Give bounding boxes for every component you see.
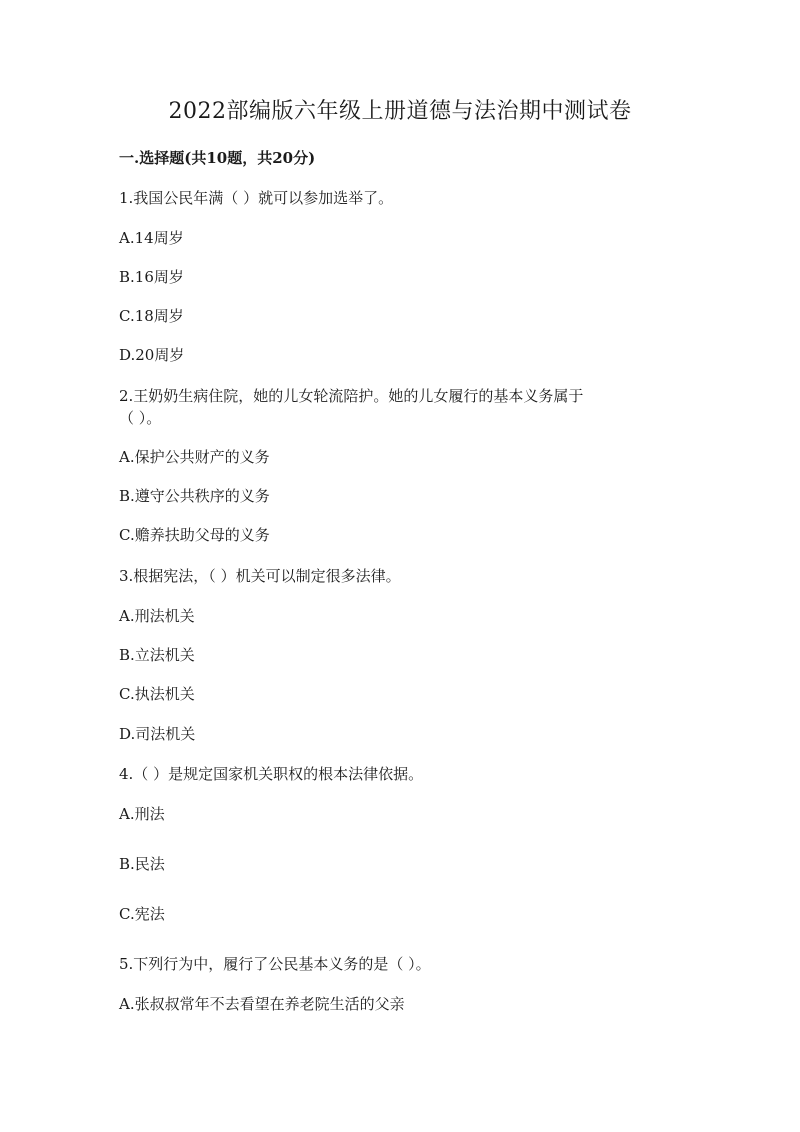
question-1-option-b: B.16周岁 — [119, 268, 184, 286]
question-1-stem: 1.我国公民年满（ ）就可以参加选举了。 — [119, 189, 394, 207]
question-3-option-d: D.司法机关 — [119, 725, 196, 743]
question-1-option-c: C.18周岁 — [119, 307, 184, 325]
section-heading: 一.选择题(共10题，共20分) — [119, 149, 316, 167]
question-1-option-a: A.14周岁 — [119, 229, 184, 247]
question-2-option-a: A.保护公共财产的义务 — [119, 448, 270, 466]
question-2-option-b: B.遵守公共秩序的义务 — [119, 487, 270, 505]
question-3-option-a: A.刑法机关 — [119, 607, 195, 625]
question-1-option-d: D.20周岁 — [119, 346, 185, 364]
page-title: 2022部编版六年级上册道德与法治期中测试卷 — [168, 99, 632, 124]
question-2-stem: 2.王奶奶生病住院，她的儿女轮流陪护。她的儿女履行的基本义务属于 — [119, 387, 584, 405]
question-2-option-c: C.赡养扶助父母的义务 — [119, 526, 270, 544]
question-3-option-c: C.执法机关 — [119, 685, 195, 703]
question-4-stem: 4.（ ）是规定国家机关职权的根本法律依据。 — [119, 765, 424, 783]
question-4-option-b: B.民法 — [119, 855, 165, 873]
question-4-option-a: A.刑法 — [119, 805, 165, 823]
question-5-stem: 5.下列行为中，履行了公民基本义务的是（ ）。 — [119, 955, 431, 973]
question-5-option-a: A.张叔叔常年不去看望在养老院生活的父亲 — [119, 995, 405, 1013]
question-3-stem: 3.根据宪法，（ ）机关可以制定很多法律。 — [119, 567, 401, 585]
question-4-option-c: C.宪法 — [119, 905, 165, 923]
question-3-option-b: B.立法机关 — [119, 646, 195, 664]
question-2-stem-continued: （ ）。 — [119, 409, 162, 427]
